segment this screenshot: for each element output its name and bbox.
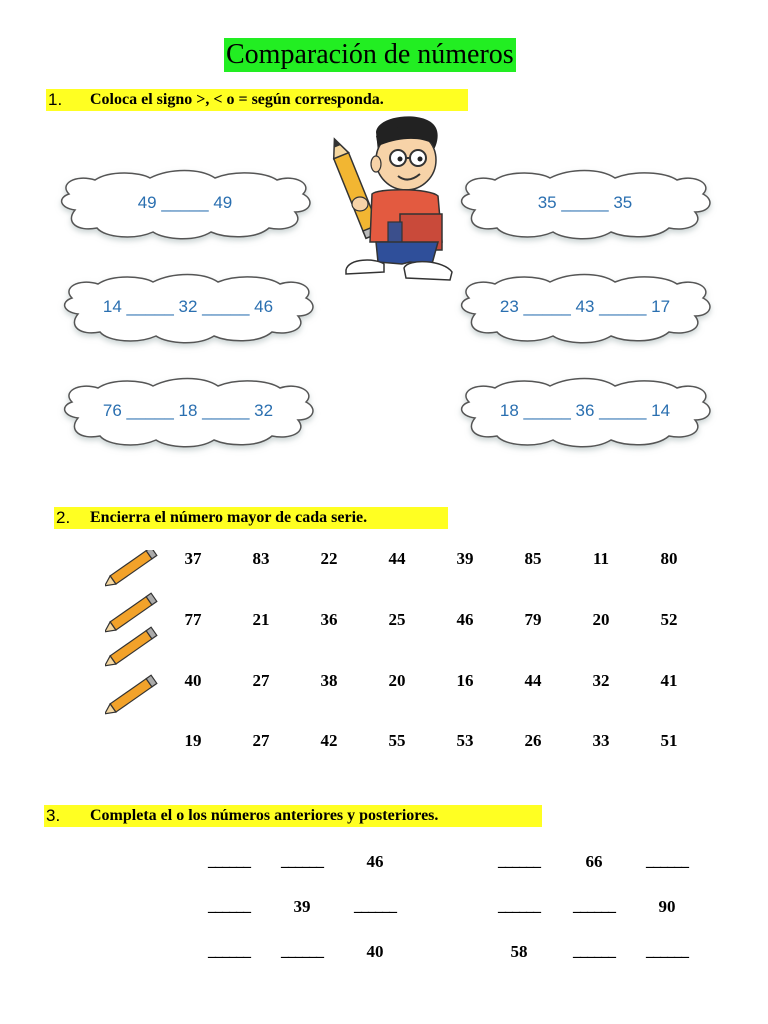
grid-number[interactable]: 19 [184, 731, 202, 750]
cloud-2-text: 35 _____ 35 [537, 193, 633, 212]
answer-blank[interactable]: ______ [646, 853, 688, 870]
answer-blank[interactable]: ______ [208, 853, 250, 870]
grid-number[interactable]: 44 [524, 671, 542, 690]
section2-instruction: Encierra el número mayor de cada serie. [90, 509, 368, 526]
section3-instruction: Completa el o los números anteriores y posteriores. [90, 807, 439, 824]
grid-number[interactable]: 11 [592, 549, 610, 568]
grid-number[interactable]: 52 [660, 610, 678, 629]
answer-blank[interactable]: ______ [498, 898, 540, 915]
grid-number[interactable]: 39 [456, 549, 474, 568]
grid-number[interactable]: 36 [320, 610, 338, 629]
answer-blank[interactable]: ______ [208, 898, 250, 915]
sequence-number: 66 [585, 852, 603, 871]
boy-with-pencil-illustration [318, 112, 458, 292]
cloud-5-text: 76 _____ 18 _____ 32 [102, 401, 274, 420]
sequence-number: 39 [293, 897, 311, 916]
answer-blank[interactable]: ______ [498, 853, 540, 870]
grid-number[interactable]: 20 [592, 610, 610, 629]
grid-number[interactable]: 38 [320, 671, 338, 690]
cloud-1-text: 49 _____ 49 [137, 193, 233, 212]
section3-number: 3. [46, 806, 61, 825]
answer-blank[interactable]: ______ [354, 898, 396, 915]
grid-number[interactable]: 27 [252, 671, 270, 690]
grid-number[interactable]: 80 [660, 549, 678, 568]
grid-number[interactable]: 83 [252, 549, 270, 568]
grid-number[interactable]: 27 [252, 731, 270, 750]
grid-number[interactable]: 21 [252, 610, 270, 629]
cloud-6-text: 18 _____ 36 _____ 14 [499, 401, 671, 420]
grid-number[interactable]: 37 [184, 549, 202, 568]
pencil-icon [105, 675, 157, 718]
grid-number[interactable]: 77 [184, 610, 202, 629]
grid-number[interactable]: 20 [388, 671, 406, 690]
sequence-number: 58 [510, 942, 528, 961]
grid-number[interactable]: 41 [660, 671, 678, 690]
section1-instruction: Coloca el signo >, < o = según corresponda. [90, 91, 384, 108]
answer-blank[interactable]: ______ [646, 943, 688, 960]
sequence-number: 46 [366, 852, 384, 871]
grid-number[interactable]: 51 [660, 731, 678, 750]
cloud-3-text: 14 _____ 32 _____ 46 [102, 297, 274, 316]
grid-number[interactable]: 33 [592, 731, 610, 750]
grid-number[interactable]: 25 [388, 610, 406, 629]
pencil-icon [105, 627, 157, 670]
grid-number[interactable]: 22 [320, 549, 338, 568]
grid-number[interactable]: 26 [524, 731, 542, 750]
page-title: Comparación de números [226, 39, 514, 70]
grid-number[interactable]: 40 [184, 671, 202, 690]
cloud-4-text: 23 _____ 43 _____ 17 [499, 297, 671, 316]
grid-number[interactable]: 79 [524, 610, 542, 629]
grid-number[interactable]: 53 [456, 731, 474, 750]
section2-number: 2. [56, 508, 71, 527]
answer-blank[interactable]: ______ [281, 853, 323, 870]
answer-blank[interactable]: ______ [208, 943, 250, 960]
pencil-icons [105, 550, 165, 720]
grid-number[interactable]: 44 [388, 549, 406, 568]
answer-blank[interactable]: ______ [573, 898, 615, 915]
sequence-number: 40 [366, 942, 384, 961]
grid-number[interactable]: 85 [524, 549, 542, 568]
answer-blank[interactable]: ______ [281, 943, 323, 960]
grid-number[interactable]: 55 [388, 731, 406, 750]
section1-number: 1. [48, 90, 63, 109]
grid-number[interactable]: 42 [320, 731, 338, 750]
answer-blank[interactable]: ______ [573, 943, 615, 960]
grid-number[interactable]: 46 [456, 610, 474, 629]
pencil-icon [105, 550, 157, 590]
grid-number[interactable]: 32 [592, 671, 610, 690]
sequence-number: 90 [658, 897, 676, 916]
grid-number[interactable]: 16 [456, 671, 474, 690]
